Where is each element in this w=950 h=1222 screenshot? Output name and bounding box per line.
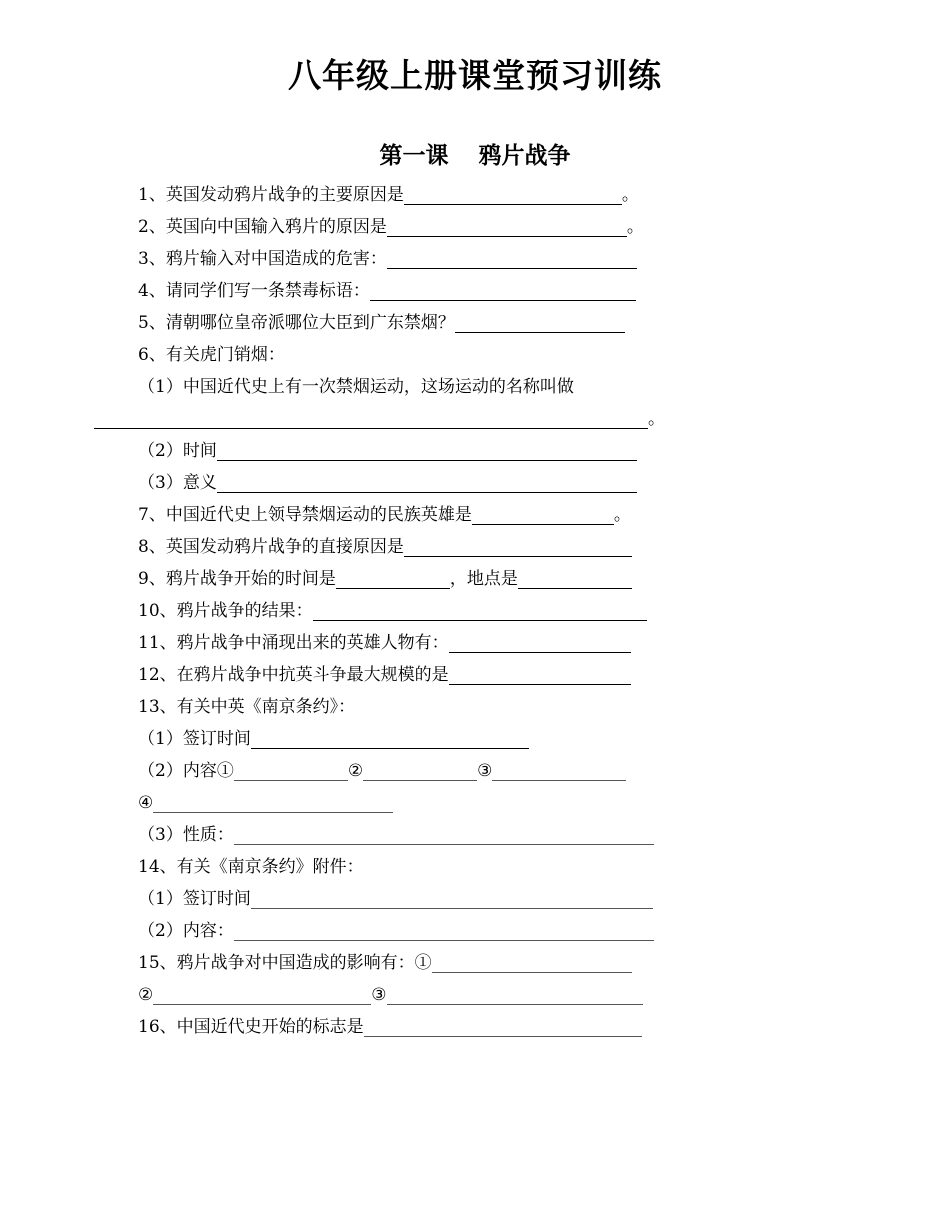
question-13-text: 13、有关中英《南京条约》： [138, 697, 356, 717]
answer-blank-16[interactable] [364, 1016, 642, 1037]
question-15-cont [138, 982, 643, 1008]
answer-blank-15-c[interactable] [387, 984, 643, 1005]
question-9-text: 9、鸦片战争开始的时间是 [138, 569, 336, 589]
answer-blank-15-a[interactable] [432, 952, 632, 973]
question-9-place-text: ，地点是 [449, 569, 518, 589]
question-16 [138, 1014, 642, 1040]
answer-blank-9-time[interactable] [336, 568, 450, 589]
question-3 [138, 246, 637, 272]
answer-blank-13-2-c[interactable] [492, 760, 626, 781]
lesson-number: 第一课 [379, 142, 449, 169]
question-4-text: 4、请同学们写一条禁毒标语： [138, 281, 370, 301]
answer-blank-13-2-d[interactable] [153, 792, 393, 813]
question-1 [138, 182, 639, 208]
question-6-1 [138, 374, 574, 400]
answer-blank-7[interactable] [472, 504, 614, 525]
question-13-3 [138, 822, 654, 848]
question-2 [138, 214, 644, 240]
question-8-text: 8、英国发动鸦片战争的直接原因是 [138, 537, 404, 557]
question-14-2-text: （2）内容： [138, 921, 234, 941]
question-13-1-text: （1）签订时间 [138, 729, 251, 749]
answer-blank-10[interactable] [313, 600, 647, 621]
answer-blank-14-2[interactable] [234, 920, 654, 941]
question-13 [138, 694, 355, 720]
answer-blank-6-3[interactable] [217, 472, 637, 493]
question-13-1 [138, 726, 529, 752]
page-title: 八年级上册课堂预习训练 [288, 56, 662, 95]
question-2-text: 2、英国向中国输入鸦片的原因是 [138, 217, 387, 237]
question-15-b-mark: ② [138, 985, 154, 1005]
lesson-name: 鸦片战争 [478, 142, 571, 169]
question-6-text: 6、有关虎门销烟： [138, 345, 285, 365]
answer-blank-6-2[interactable] [217, 440, 637, 461]
question-13-2-c-mark: ③ [477, 761, 493, 781]
answer-blank-9-place[interactable] [518, 568, 632, 589]
answer-blank-13-3[interactable] [234, 824, 654, 845]
question-13-2 [138, 758, 626, 784]
question-10 [138, 598, 647, 624]
question-14-1-text: （1）签订时间 [138, 889, 251, 909]
question-6-2-text: （2）时间 [138, 441, 217, 461]
answer-blank-4[interactable] [370, 280, 636, 301]
question-6 [138, 342, 285, 368]
question-5 [138, 310, 625, 336]
question-13-2-cont [138, 790, 393, 816]
answer-blank-3[interactable] [387, 248, 637, 269]
question-15 [138, 950, 632, 976]
question-13-2-text: （2）内容① [138, 761, 234, 781]
question-16-text: 16、中国近代史开始的标志是 [138, 1017, 364, 1037]
question-14-text: 14、有关《南京条约》附件： [138, 857, 364, 877]
question-9 [138, 566, 632, 592]
question-14 [138, 854, 364, 880]
question-3-text: 3、鸦片输入对中国造成的危害： [138, 249, 387, 269]
answer-blank-15-b[interactable] [153, 984, 371, 1005]
question-5-text: 5、清朝哪位皇帝派哪位大臣到广东禁烟？ [138, 313, 455, 333]
answer-blank-2[interactable] [387, 216, 627, 237]
question-7-text: 7、中国近代史上领导禁烟运动的民族英雄是 [138, 505, 472, 525]
question-6-2 [138, 438, 637, 464]
answer-blank-11[interactable] [449, 632, 631, 653]
question-15-c-mark: ③ [371, 985, 387, 1005]
answer-blank-13-2-b[interactable] [363, 760, 477, 781]
question-6-3 [138, 470, 637, 496]
answer-blank-6-1[interactable] [94, 408, 648, 429]
answer-blank-14-1[interactable] [251, 888, 653, 909]
answer-blank-5[interactable] [455, 312, 625, 333]
question-6-1-text: （1）中国近代史上有一次禁烟运动，这场运动的名称叫做 [138, 377, 574, 397]
question-1-text: 1、英国发动鸦片战争的主要原因是 [138, 185, 404, 205]
question-6-1-end: 。 [648, 409, 665, 429]
question-2-end: 。 [626, 217, 644, 237]
question-12-text: 12、在鸦片战争中抗英斗争最大规模的是 [138, 665, 449, 685]
question-8 [138, 534, 632, 560]
question-7 [138, 502, 631, 528]
question-6-1-answer [94, 406, 665, 432]
question-1-end: 。 [621, 185, 639, 205]
answer-blank-1[interactable] [404, 184, 622, 205]
question-11-text: 11、鸦片战争中涌现出来的英雄人物有： [138, 633, 449, 653]
question-6-3-text: （3）意义 [138, 473, 217, 493]
question-14-2 [138, 918, 654, 944]
question-10-text: 10、鸦片战争的结果： [138, 601, 313, 621]
question-4 [138, 278, 636, 304]
question-12 [138, 662, 631, 688]
lesson-title [0, 137, 950, 170]
answer-blank-13-2-a[interactable] [234, 760, 348, 781]
answer-blank-12[interactable] [449, 664, 631, 685]
question-13-3-text: （3）性质： [138, 825, 234, 845]
question-7-end: 。 [613, 505, 631, 525]
question-15-text: 15、鸦片战争对中国造成的影响有：① [138, 953, 432, 973]
answer-blank-8[interactable] [404, 536, 632, 557]
question-13-2-d-mark: ④ [138, 793, 154, 813]
question-11 [138, 630, 631, 656]
question-14-1 [138, 886, 653, 912]
answer-blank-13-1[interactable] [251, 728, 529, 749]
question-13-2-b-mark: ② [347, 761, 364, 781]
